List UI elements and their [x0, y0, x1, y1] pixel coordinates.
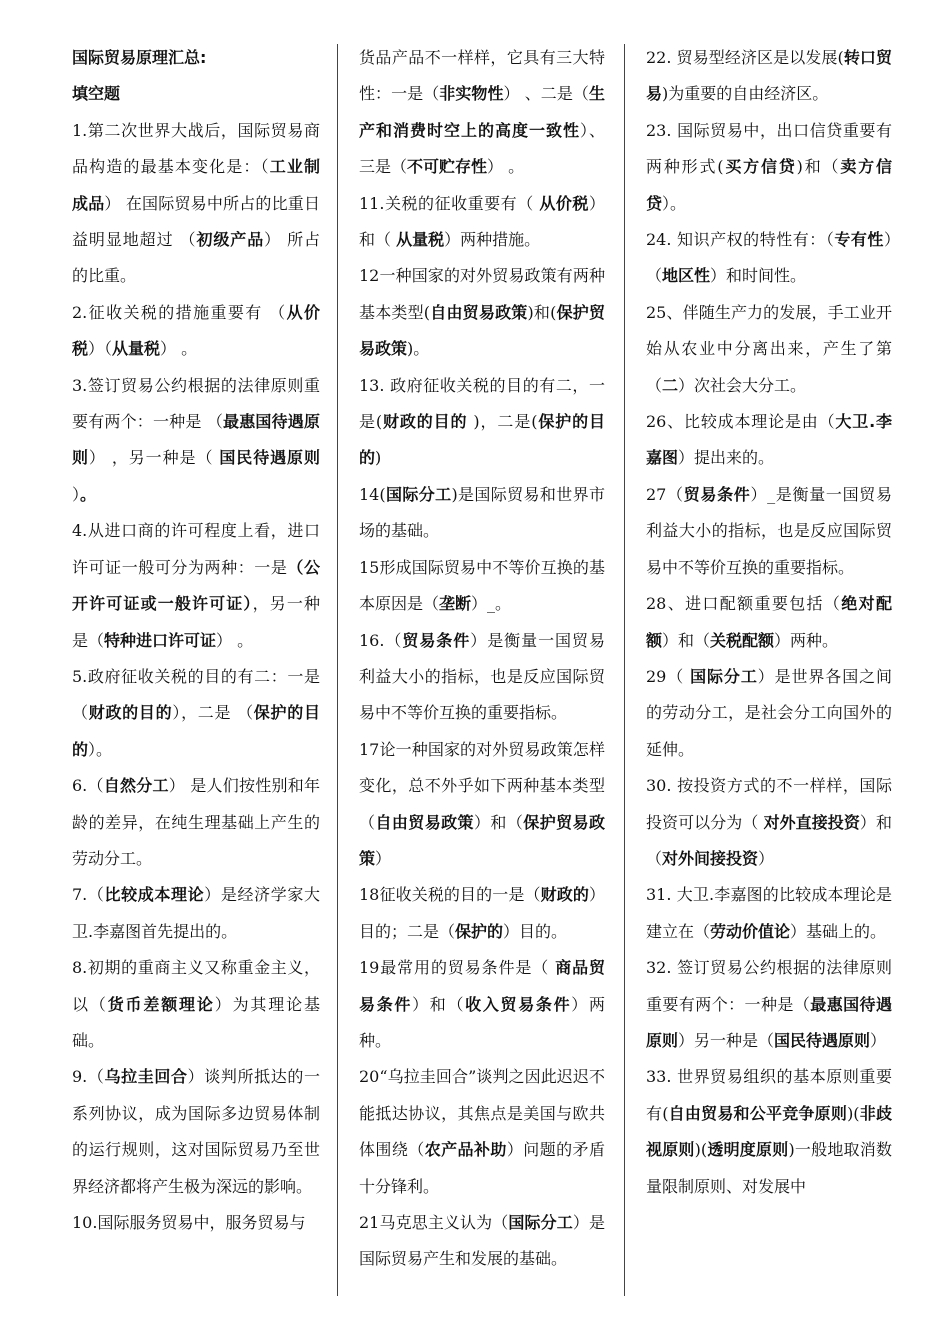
- question-text: 16.（: [359, 630, 403, 650]
- question-paragraph: [359, 950, 605, 1059]
- question-text: 12一种国家的对外贸易政策有两种基本类型(: [359, 266, 605, 322]
- question-text: ）: [758, 848, 775, 868]
- question-text: ）: [375, 848, 392, 868]
- answer-text: 财政的: [540, 885, 589, 905]
- question-text: 5.政府征收关税的目的有二：一是（: [72, 666, 320, 723]
- question-text: )，二是(: [467, 412, 538, 432]
- question-paragraph: [646, 295, 892, 404]
- question-text: 13. 政府征收关税的目的有二，一是(: [359, 375, 605, 432]
- question-text: ）: [870, 1030, 887, 1050]
- question-text: 27（: [646, 484, 684, 504]
- question-paragraph: [359, 550, 605, 623]
- column-3: [646, 40, 892, 1205]
- question-text: 14(: [359, 484, 386, 504]
- question-paragraph: [72, 950, 320, 1059]
- question-text: ）问题的矛盾十分锋利。: [359, 1140, 605, 1196]
- answer-text: 工业制成品: [72, 157, 320, 213]
- column-1: [72, 40, 320, 1241]
- answer-text: 自由贸易政策: [430, 302, 528, 322]
- question-text: ） ，另一种是（: [88, 448, 220, 468]
- column-divider: [624, 44, 625, 1296]
- answer-text: （公开许可证或一般许可证）: [72, 557, 320, 614]
- question-text: 28、进口配额重要包括（: [646, 594, 842, 614]
- question-text: 8.初期的重商主义又称重金主义，以（: [72, 958, 320, 1014]
- question-text: ）和（: [662, 630, 711, 650]
- question-paragraph: [646, 1059, 892, 1205]
- question-paragraph: [359, 877, 605, 950]
- answer-text: 农产品补助: [424, 1140, 507, 1160]
- question-text: ): [375, 448, 382, 468]
- question-text: 22. 贸易型经济区是以发展(: [646, 48, 844, 67]
- question-paragraph: [646, 113, 892, 222]
- question-text: ） 、二是（: [503, 84, 589, 104]
- answer-text: 保护的目的: [359, 412, 605, 468]
- answer-text: 非实物性: [439, 84, 504, 104]
- question-text: ） 所占的比重。: [72, 230, 320, 286]
- answer-text: 自由贸易政策: [375, 812, 474, 832]
- question-text: ）目的。: [503, 921, 568, 941]
- answer-text: 比较成本理论: [104, 885, 205, 905]
- question-text: ）（: [646, 230, 892, 286]
- question-paragraph: [646, 950, 892, 1059]
- question-paragraph: [646, 404, 892, 477]
- question-paragraph: [72, 877, 320, 950]
- question-text: ）两种措施。: [444, 230, 541, 250]
- question-text: 6.（: [72, 776, 104, 796]
- question-text: ）和（: [359, 193, 605, 250]
- question-text: ）和（: [646, 812, 892, 868]
- question-text: 10.国际服务贸易中，服务贸易与: [72, 1213, 306, 1232]
- answer-text: 填空题: [72, 84, 121, 104]
- answer-text: 最惠国待遇原则: [72, 412, 320, 468]
- question-text: 17论一种国家的对外贸易政策怎样变化，总不外乎如下两种基本类型（: [359, 739, 605, 832]
- answer-text: 贸易条件: [402, 630, 471, 650]
- answer-text: 最惠国待遇原则: [646, 994, 892, 1050]
- question-text: ）和（: [473, 812, 524, 832]
- answer-text: 对外间接投资: [662, 848, 759, 868]
- question-paragraph: [646, 477, 892, 586]
- answer-text: 自由贸易和公平竞争原则: [668, 1103, 848, 1123]
- question-text: ）两种。: [359, 994, 605, 1050]
- section-heading: [72, 40, 320, 76]
- question-paragraph: [646, 877, 892, 950]
- question-paragraph: [646, 40, 892, 113]
- question-text: 15形成国际贸易中不等价互换的基本原因是（: [359, 557, 605, 614]
- question-paragraph: [646, 659, 892, 768]
- question-text: ，另一种是（: [72, 594, 320, 650]
- question-text: )(: [694, 1140, 708, 1160]
- question-paragraph: [359, 40, 605, 186]
- question-text: ）是衡量一国贸易利益大小的指标，也是反应国际贸易中不等价互换的重要指标。: [359, 630, 605, 723]
- question-text: ） 。: [160, 339, 198, 359]
- question-text: ）（: [88, 339, 113, 359]
- answer-text: 劳动价值论: [710, 921, 791, 941]
- answer-text: 特种进口许可证: [104, 630, 217, 650]
- answer-text: 。: [80, 484, 97, 504]
- question-text: 31. 大卫.李嘉图的比较成本理论是建立在（: [646, 885, 892, 941]
- answer-text: 初级产品: [196, 230, 265, 250]
- question-text: )和(: [527, 302, 557, 322]
- answer-text: 透明度原则: [707, 1140, 789, 1160]
- question-text: ）谈判所抵达的一系列协议，成为国际多边贸易体制的运行规则，这对国际贸易乃至世界经济都将产生极为深远的影响。: [72, 1067, 320, 1196]
- question-paragraph: [359, 732, 605, 878]
- question-text: ）和时间性。: [710, 266, 807, 286]
- answer-text: 商品贸易条件: [359, 958, 605, 1014]
- answer-text: 卖方信贷: [646, 157, 892, 213]
- question-text: 7.（: [72, 885, 105, 905]
- question-text: ）是国际贸易产生和发展的基础。: [359, 1213, 605, 1269]
- question-text: ）。: [662, 193, 687, 213]
- question-text: ） 。: [487, 157, 525, 177]
- question-text: )(: [847, 1103, 860, 1123]
- question-paragraph: [72, 113, 320, 295]
- answer-text: 保护贸易政策: [359, 812, 605, 868]
- question-text: ）目的；二是（: [359, 885, 605, 941]
- answer-text: 国际分工: [508, 1213, 573, 1232]
- question-paragraph: [72, 659, 320, 768]
- question-text: ）次社会大分工。: [678, 375, 807, 395]
- question-text: ） 。: [216, 630, 254, 650]
- answer-text: 从量税: [112, 339, 161, 359]
- question-paragraph: [359, 1205, 605, 1278]
- section-heading: [72, 76, 320, 112]
- answer-text: 贸易条件: [683, 484, 751, 504]
- question-text: 3.签订贸易公约根据的法律原则重要有两个：一种是 （: [72, 375, 320, 432]
- answer-text: 国际分工: [385, 484, 452, 504]
- question-text: ），二是 （: [172, 703, 254, 723]
- answer-text: 保护贸易政策: [359, 302, 605, 359]
- answer-text: 国际分工: [690, 666, 758, 686]
- answer-text: 乌拉圭回合: [104, 1067, 188, 1087]
- question-text: 1.第二次世界大战后，国际贸易商品构造的最基本变化是：（: [72, 120, 320, 177]
- answer-text: 保护的目的: [72, 703, 320, 759]
- answer-text: 非歧视原则: [646, 1103, 892, 1160]
- question-text: )一般地取消数量限制原则、对发展中: [646, 1140, 892, 1196]
- question-text: ）另一种是（: [678, 1030, 775, 1050]
- question-text: ）和（: [412, 994, 466, 1014]
- answer-text: 从价税: [539, 193, 589, 213]
- question-text: ）: [72, 484, 81, 504]
- question-text: 18征收关税的目的一是（: [359, 885, 541, 905]
- answer-text: 国际贸易原理汇总:: [72, 48, 207, 67]
- question-text: 23. 国际贸易中，出口信贷重要有两种形式(: [646, 120, 892, 177]
- question-text: 33. 世界贸易组织的基本原则重要有(: [646, 1067, 892, 1123]
- question-text: 25、伴随生产力的发展，手工业开始从农业中分离出来，产生了第（: [646, 302, 892, 395]
- answer-text: 财政的目的: [382, 412, 468, 432]
- question-text: ）提出来的。: [678, 448, 775, 468]
- question-text: 29（: [646, 666, 691, 686]
- question-text: 21马克思主义认为（: [359, 1213, 509, 1232]
- question-paragraph: [359, 1059, 605, 1205]
- answer-text: 生产和消费时空上的高度一致性: [359, 84, 605, 140]
- question-paragraph: [72, 368, 320, 514]
- answer-text: 对外直接投资: [763, 812, 860, 832]
- question-paragraph: [646, 586, 892, 659]
- answer-text: 绝对配额: [646, 594, 892, 650]
- answer-text: 专有性: [834, 230, 884, 250]
- answer-text: 不可贮存性: [407, 157, 488, 177]
- answer-text: 国民待遇原则: [219, 448, 320, 468]
- question-text: 4.从进口商的许可程度上看，进口许可证一般可分为两种：一是: [72, 521, 320, 577]
- answer-text: 买方信贷: [723, 157, 797, 177]
- column-2: [359, 40, 605, 1278]
- question-text: 货品产品不一样样，它具有三大特性：一是（: [359, 48, 605, 104]
- answer-text: 从价税: [72, 302, 320, 359]
- answer-text: 财政的目的: [88, 703, 173, 723]
- question-text: )是国际贸易和世界市场的基础。: [359, 484, 605, 541]
- question-text: ）为其理论基础。: [72, 994, 320, 1050]
- question-paragraph: [72, 768, 320, 877]
- question-paragraph: [359, 186, 605, 259]
- question-text: 2.征收关税的措施重要有 （: [72, 302, 287, 322]
- question-text: ）是经济学家大卫.李嘉图首先提出的。: [72, 885, 320, 941]
- question-text: 19最常用的贸易条件是（: [359, 958, 556, 978]
- answer-text: 货币差额理论: [107, 994, 215, 1014]
- question-text: )和（: [796, 157, 841, 177]
- question-text: )为重要的自由经济区。: [662, 84, 829, 104]
- question-text: ） 在国际贸易中所占的比重日益明显地超过 （: [72, 193, 320, 250]
- question-paragraph: [359, 368, 605, 477]
- answer-text: 自然分工: [103, 776, 169, 796]
- question-paragraph: [646, 222, 892, 295]
- question-text: ）。: [88, 739, 113, 759]
- question-text: )。: [407, 339, 430, 359]
- question-text: 30. 按投资方式的不一样样，国际投资可以分为（: [646, 776, 892, 832]
- question-text: ）、三是（: [359, 120, 605, 177]
- question-text: ）基础上的。: [790, 921, 887, 941]
- question-text: 26、比较成本理论是由（: [646, 412, 836, 432]
- answer-text: 从量税: [396, 230, 445, 250]
- question-text: ） 是人们按性别和年龄的差异，在纯生理基础上产生的劳动分工。: [72, 776, 320, 868]
- answer-text: 收入贸易条件: [465, 994, 572, 1014]
- answer-text: 关税配额: [710, 630, 775, 650]
- question-text: ）_。: [471, 594, 512, 614]
- question-paragraph: [646, 768, 892, 877]
- answer-text: 保护的: [455, 921, 504, 941]
- column-divider: [337, 44, 338, 1296]
- question-text: 9.（: [72, 1067, 105, 1087]
- question-paragraph: [359, 623, 605, 732]
- answer-text: 大卫.李嘉图: [646, 412, 892, 468]
- question-text: ）是世界各国之间的劳动分工，是社会分工向国外的延伸。: [646, 666, 892, 759]
- answer-text: 垄断: [439, 594, 472, 614]
- answer-text: 国民待遇原则: [774, 1030, 871, 1050]
- question-text: 24. 知识产权的特性有：（: [646, 230, 835, 250]
- question-paragraph: [72, 1205, 320, 1241]
- question-text: ）_是衡量一国贸易利益大小的指标，也是反应国际贸易中不等价互换的重要指标。: [646, 484, 892, 577]
- question-paragraph: [359, 477, 605, 550]
- question-text: ）两种。: [774, 630, 839, 650]
- answer-text: 地区性: [662, 266, 711, 286]
- question-paragraph: [359, 258, 605, 367]
- question-text: 11.关税的征收重要有（: [359, 193, 540, 213]
- question-text: 20“乌拉圭回合”谈判之因此迟迟不能抵达协议，其焦点是美国与欧共体围绕（: [359, 1067, 605, 1160]
- question-text: 32. 签订贸易公约根据的法律原则重要有两个：一种是（: [646, 958, 892, 1014]
- question-paragraph: [72, 1059, 320, 1205]
- answer-text: 转口贸易: [646, 48, 892, 104]
- answer-text: 二: [662, 375, 679, 395]
- question-paragraph: [72, 513, 320, 659]
- question-paragraph: [72, 295, 320, 368]
